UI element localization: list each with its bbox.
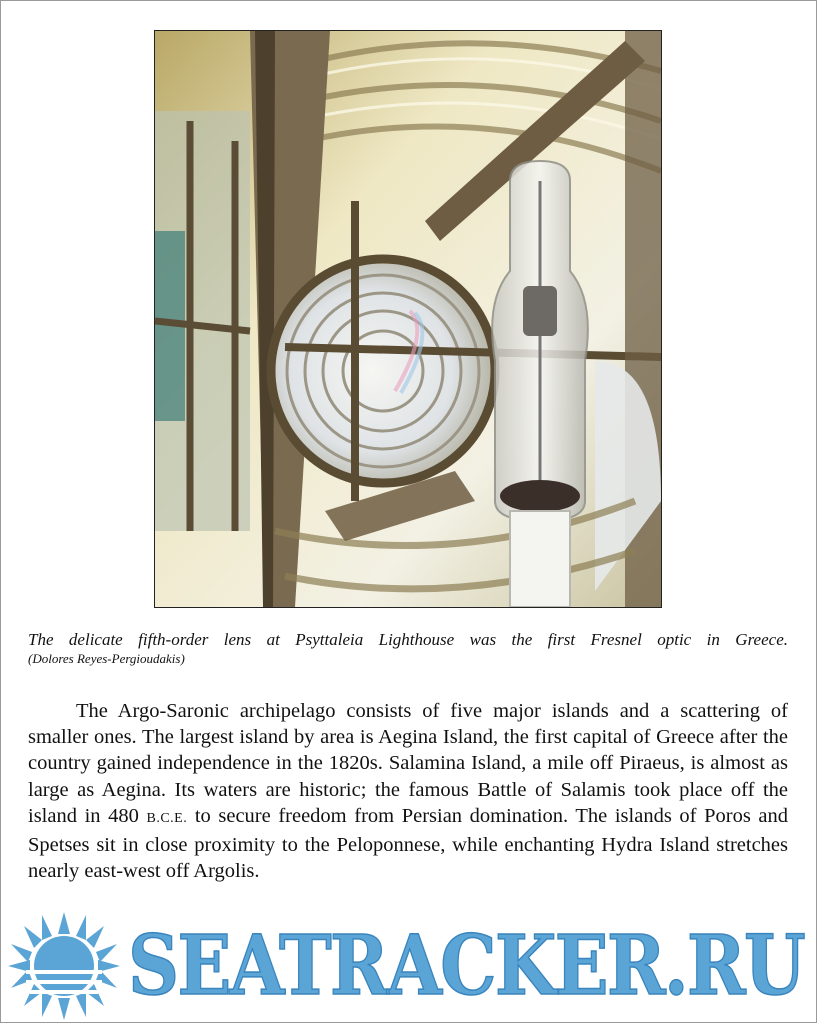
lens-photo — [154, 30, 662, 608]
caption-text: The delicate fifth-order lens at Psyttaleia Lighthouse was the first Fresnel optic in Greece. — [28, 630, 788, 649]
watermark-text: SEATRACKER.RU — [128, 918, 805, 1010]
photo-caption — [28, 630, 788, 668]
lens-illustration — [155, 31, 661, 607]
sun-icon — [6, 910, 122, 1022]
body-text-part2: to secure freedom from Persian domination. The islands of Poros and Spetses sit in close proximity to the Peloponnese, while enchanting Hydra Island stretches nearly east-west off Argolis. — [28, 804, 789, 883]
body-text-part1: The Argo-Saronic archipelago consists of five major islands and a scattering of smaller ones. The largest island by area is Aegina Island, the first capital of Greece after the country gained independence in the 1820s. Salamina Island, a mile off Piraeus, is almost as large as Aegina. Its waters are historic; the famous Battle of Salamis took place off the island in 480 — [28, 700, 788, 827]
watermark-logo — [128, 918, 808, 1010]
era-abbreviation: B.C.E. — [146, 810, 188, 826]
footer-watermark — [0, 900, 817, 1023]
body-paragraph — [28, 698, 788, 884]
caption-credit: (Dolores Reyes-Pergioudakis) — [28, 651, 185, 666]
